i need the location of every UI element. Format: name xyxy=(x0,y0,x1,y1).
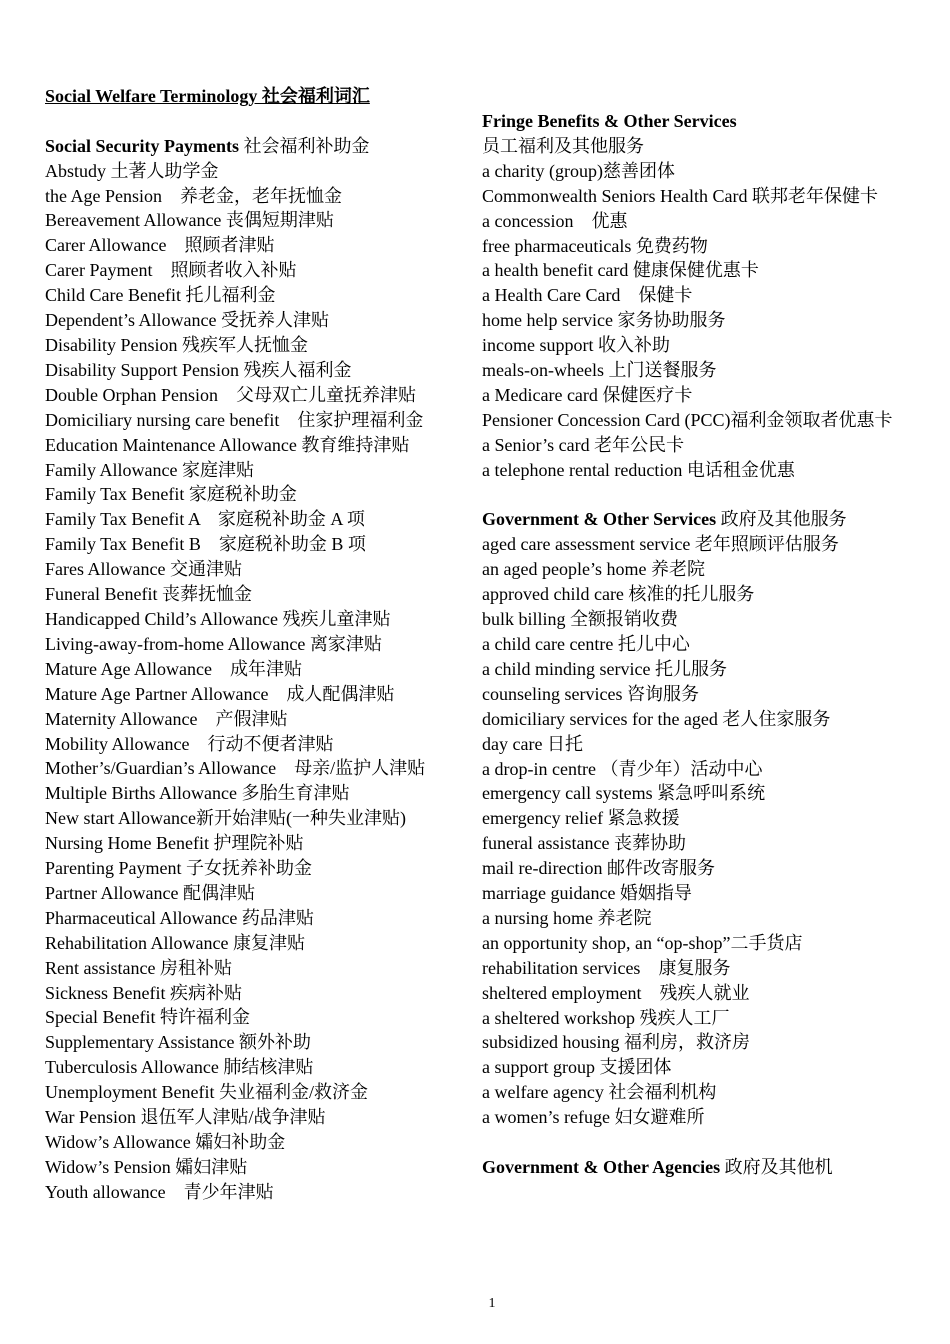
term-entry: Family Tax Benefit A 家庭税补助金 A 项 xyxy=(45,509,365,530)
term-entry: Commonwealth Seniors Health Card 联邦老年保健卡 xyxy=(482,185,878,206)
term-entry: Widow’s Pension 孀妇津贴 xyxy=(45,1156,248,1177)
term-entry: a charity (group)慈善团体 xyxy=(482,160,675,181)
term-entry: the Age Pension 养老金，老年抚恤金 xyxy=(45,185,342,206)
term-entry: funeral assistance 丧葬协助 xyxy=(482,833,686,854)
term-entry: Living-away-from-home Allowance 离家津贴 xyxy=(45,633,382,654)
government-services-list xyxy=(482,532,910,1130)
term-entry: War Pension 退伍军人津贴/战争津贴 xyxy=(45,1107,326,1128)
left-column xyxy=(45,84,470,1205)
fringe-benefits-list xyxy=(482,159,910,483)
section-heading-government-services xyxy=(482,507,910,532)
term-entry: a Health Care Card 保健卡 xyxy=(482,285,693,306)
term-entry: Disability Pension 残疾军人抚恤金 xyxy=(45,335,309,356)
term-entry: Mature Age Allowance 成年津贴 xyxy=(45,658,302,679)
term-entry: Rent assistance 房租补贴 xyxy=(45,957,232,978)
term-entry: subsidized housing 福利房，救济房 xyxy=(482,1032,750,1053)
term-entry: aged care assessment service 老年照顾评估服务 xyxy=(482,534,839,555)
term-entry: Pharmaceutical Allowance 药品津贴 xyxy=(45,907,314,928)
term-entry: domiciliary services for the aged 老人住家服务 xyxy=(482,708,831,729)
term-entry: rehabilitation services 康复服务 xyxy=(482,957,731,978)
term-entry: Carer Payment 照顾者收入补贴 xyxy=(45,260,297,281)
section-heading-text: Government & Other Agencies xyxy=(482,1157,721,1177)
term-entry: Family Tax Benefit 家庭税补助金 xyxy=(45,484,297,505)
term-entry: New start Allowance新开始津贴(一种失业津贴) xyxy=(45,808,406,829)
term-entry: a welfare agency 社会福利机构 xyxy=(482,1082,717,1103)
term-entry: a concession 优惠 xyxy=(482,210,628,231)
section-heading-fringe-benefits: Fringe Benefits & Other Services xyxy=(482,111,737,131)
term-entry: Multiple Births Allowance 多胎生育津贴 xyxy=(45,783,350,804)
term-entry: Education Maintenance Allowance 教育维持津贴 xyxy=(45,434,410,455)
term-entry: Handicapped Child’s Allowance 残疾儿童津贴 xyxy=(45,608,391,629)
term-entry: Mature Age Partner Allowance 成人配偶津贴 xyxy=(45,683,395,704)
term-entry: Funeral Benefit 丧葬抚恤金 xyxy=(45,584,252,605)
term-entry: Unemployment Benefit 失业福利金/救济金 xyxy=(45,1082,368,1103)
spacer xyxy=(482,483,910,508)
page-number: 1 xyxy=(488,1296,496,1311)
term-entry: Child Care Benefit 托儿福利金 xyxy=(45,285,276,306)
term-entry: bulk billing 全额报销收费 xyxy=(482,609,679,630)
term-entry: a drop-in centre （青少年）活动中心 xyxy=(482,758,763,779)
term-entry: a support group 支援团体 xyxy=(482,1057,672,1078)
section-heading-text: Government & Other Services xyxy=(482,509,717,530)
term-entry: Fares Allowance 交通津贴 xyxy=(45,559,242,580)
section-heading-zh: 社会福利补助金 xyxy=(243,135,370,156)
term-entry: Disability Support Pension 残疾人福利金 xyxy=(45,359,352,380)
term-entry: a child care centre 托儿中心 xyxy=(482,633,690,654)
term-entry: Special Benefit 特许福利金 xyxy=(45,1007,250,1028)
term-entry: Double Orphan Pension 父母双亡儿童抚养津贴 xyxy=(45,384,416,405)
term-entry: income support 收入补助 xyxy=(482,335,670,356)
section-heading-social-security xyxy=(45,134,470,159)
term-entry: approved child care 核准的托儿服务 xyxy=(482,584,755,605)
term-entry: mail re-direction 邮件改寄服务 xyxy=(482,858,715,879)
term-entry: Bereavement Allowance 丧偶短期津贴 xyxy=(45,210,334,231)
term-entry: counseling services 咨询服务 xyxy=(482,683,699,704)
term-entry: a child minding service 托儿服务 xyxy=(482,658,727,679)
term-entry: Pensioner Concession Card (PCC)福利金领取者优惠卡 xyxy=(482,409,893,430)
section-heading-zh: 政府及其他机 xyxy=(724,1157,833,1177)
right-column xyxy=(482,109,910,1180)
term-entry: Supplementary Assistance 额外补助 xyxy=(45,1032,311,1053)
section-heading-text: Social Security Payments xyxy=(45,135,239,156)
section-heading-government-agencies xyxy=(482,1155,910,1180)
term-entry: a women’s refuge 妇女避难所 xyxy=(482,1107,705,1128)
section-heading-fringe-benefits-zh: 员工福利及其他服务 xyxy=(482,135,644,156)
term-entry: Nursing Home Benefit 护理院补贴 xyxy=(45,833,304,854)
term-entry: Parenting Payment 子女抚养补助金 xyxy=(45,858,312,879)
spacer xyxy=(45,109,470,134)
term-entry: Family Allowance 家庭津贴 xyxy=(45,459,254,480)
term-entry: Abstudy 土著人助学金 xyxy=(45,160,219,181)
term-entry: free pharmaceuticals 免费药物 xyxy=(482,235,708,256)
section-heading-zh: 政府及其他服务 xyxy=(720,509,847,530)
term-entry: a Medicare card 保健医疗卡 xyxy=(482,384,693,405)
term-entry: home help service 家务协助服务 xyxy=(482,310,726,331)
term-entry: Mobility Allowance 行动不便者津贴 xyxy=(45,733,334,754)
term-entry: a health benefit card 健康保健优惠卡 xyxy=(482,260,759,281)
term-entry: Youth allowance 青少年津贴 xyxy=(45,1181,274,1202)
term-entry: meals-on-wheels 上门送餐服务 xyxy=(482,360,717,381)
term-entry: Sickness Benefit 疾病补贴 xyxy=(45,982,242,1003)
term-entry: Maternity Allowance 产假津贴 xyxy=(45,708,288,729)
page-title: Social Welfare Terminology 社会福利词汇 xyxy=(45,86,370,106)
term-entry: an aged people’s home 养老院 xyxy=(482,559,705,580)
spacer xyxy=(482,1130,910,1155)
social-security-list xyxy=(45,159,470,1205)
term-entry: Family Tax Benefit B 家庭税补助金 B 项 xyxy=(45,534,366,555)
term-entry: a sheltered workshop 残疾人工厂 xyxy=(482,1007,730,1028)
term-entry: emergency call systems 紧急呼叫系统 xyxy=(482,783,766,804)
term-entry: sheltered employment 残疾人就业 xyxy=(482,982,750,1003)
term-entry: Partner Allowance 配偶津贴 xyxy=(45,882,255,903)
term-entry: Domiciliary nursing care benefit 住家护理福利金 xyxy=(45,409,424,430)
term-entry: Mother’s/Guardian’s Allowance 母亲/监护人津贴 xyxy=(45,758,426,779)
term-entry: a telephone rental reduction 电话租金优惠 xyxy=(482,459,795,480)
term-entry: marriage guidance 婚姻指导 xyxy=(482,883,692,904)
term-entry: Widow’s Allowance 孀妇补助金 xyxy=(45,1132,286,1153)
term-entry: day care 日托 xyxy=(482,733,583,754)
term-entry: a Senior’s card 老年公民卡 xyxy=(482,434,685,455)
term-entry: Carer Allowance 照顾者津贴 xyxy=(45,235,275,256)
term-entry: an opportunity shop, an “op-shop”二手货店 xyxy=(482,932,803,953)
term-entry: emergency relief 紧急救援 xyxy=(482,808,680,829)
term-entry: Rehabilitation Allowance 康复津贴 xyxy=(45,932,305,953)
term-entry: Dependent’s Allowance 受抚养人津贴 xyxy=(45,310,329,331)
term-entry: Tuberculosis Allowance 肺结核津贴 xyxy=(45,1057,314,1078)
term-entry: a nursing home 养老院 xyxy=(482,907,652,928)
